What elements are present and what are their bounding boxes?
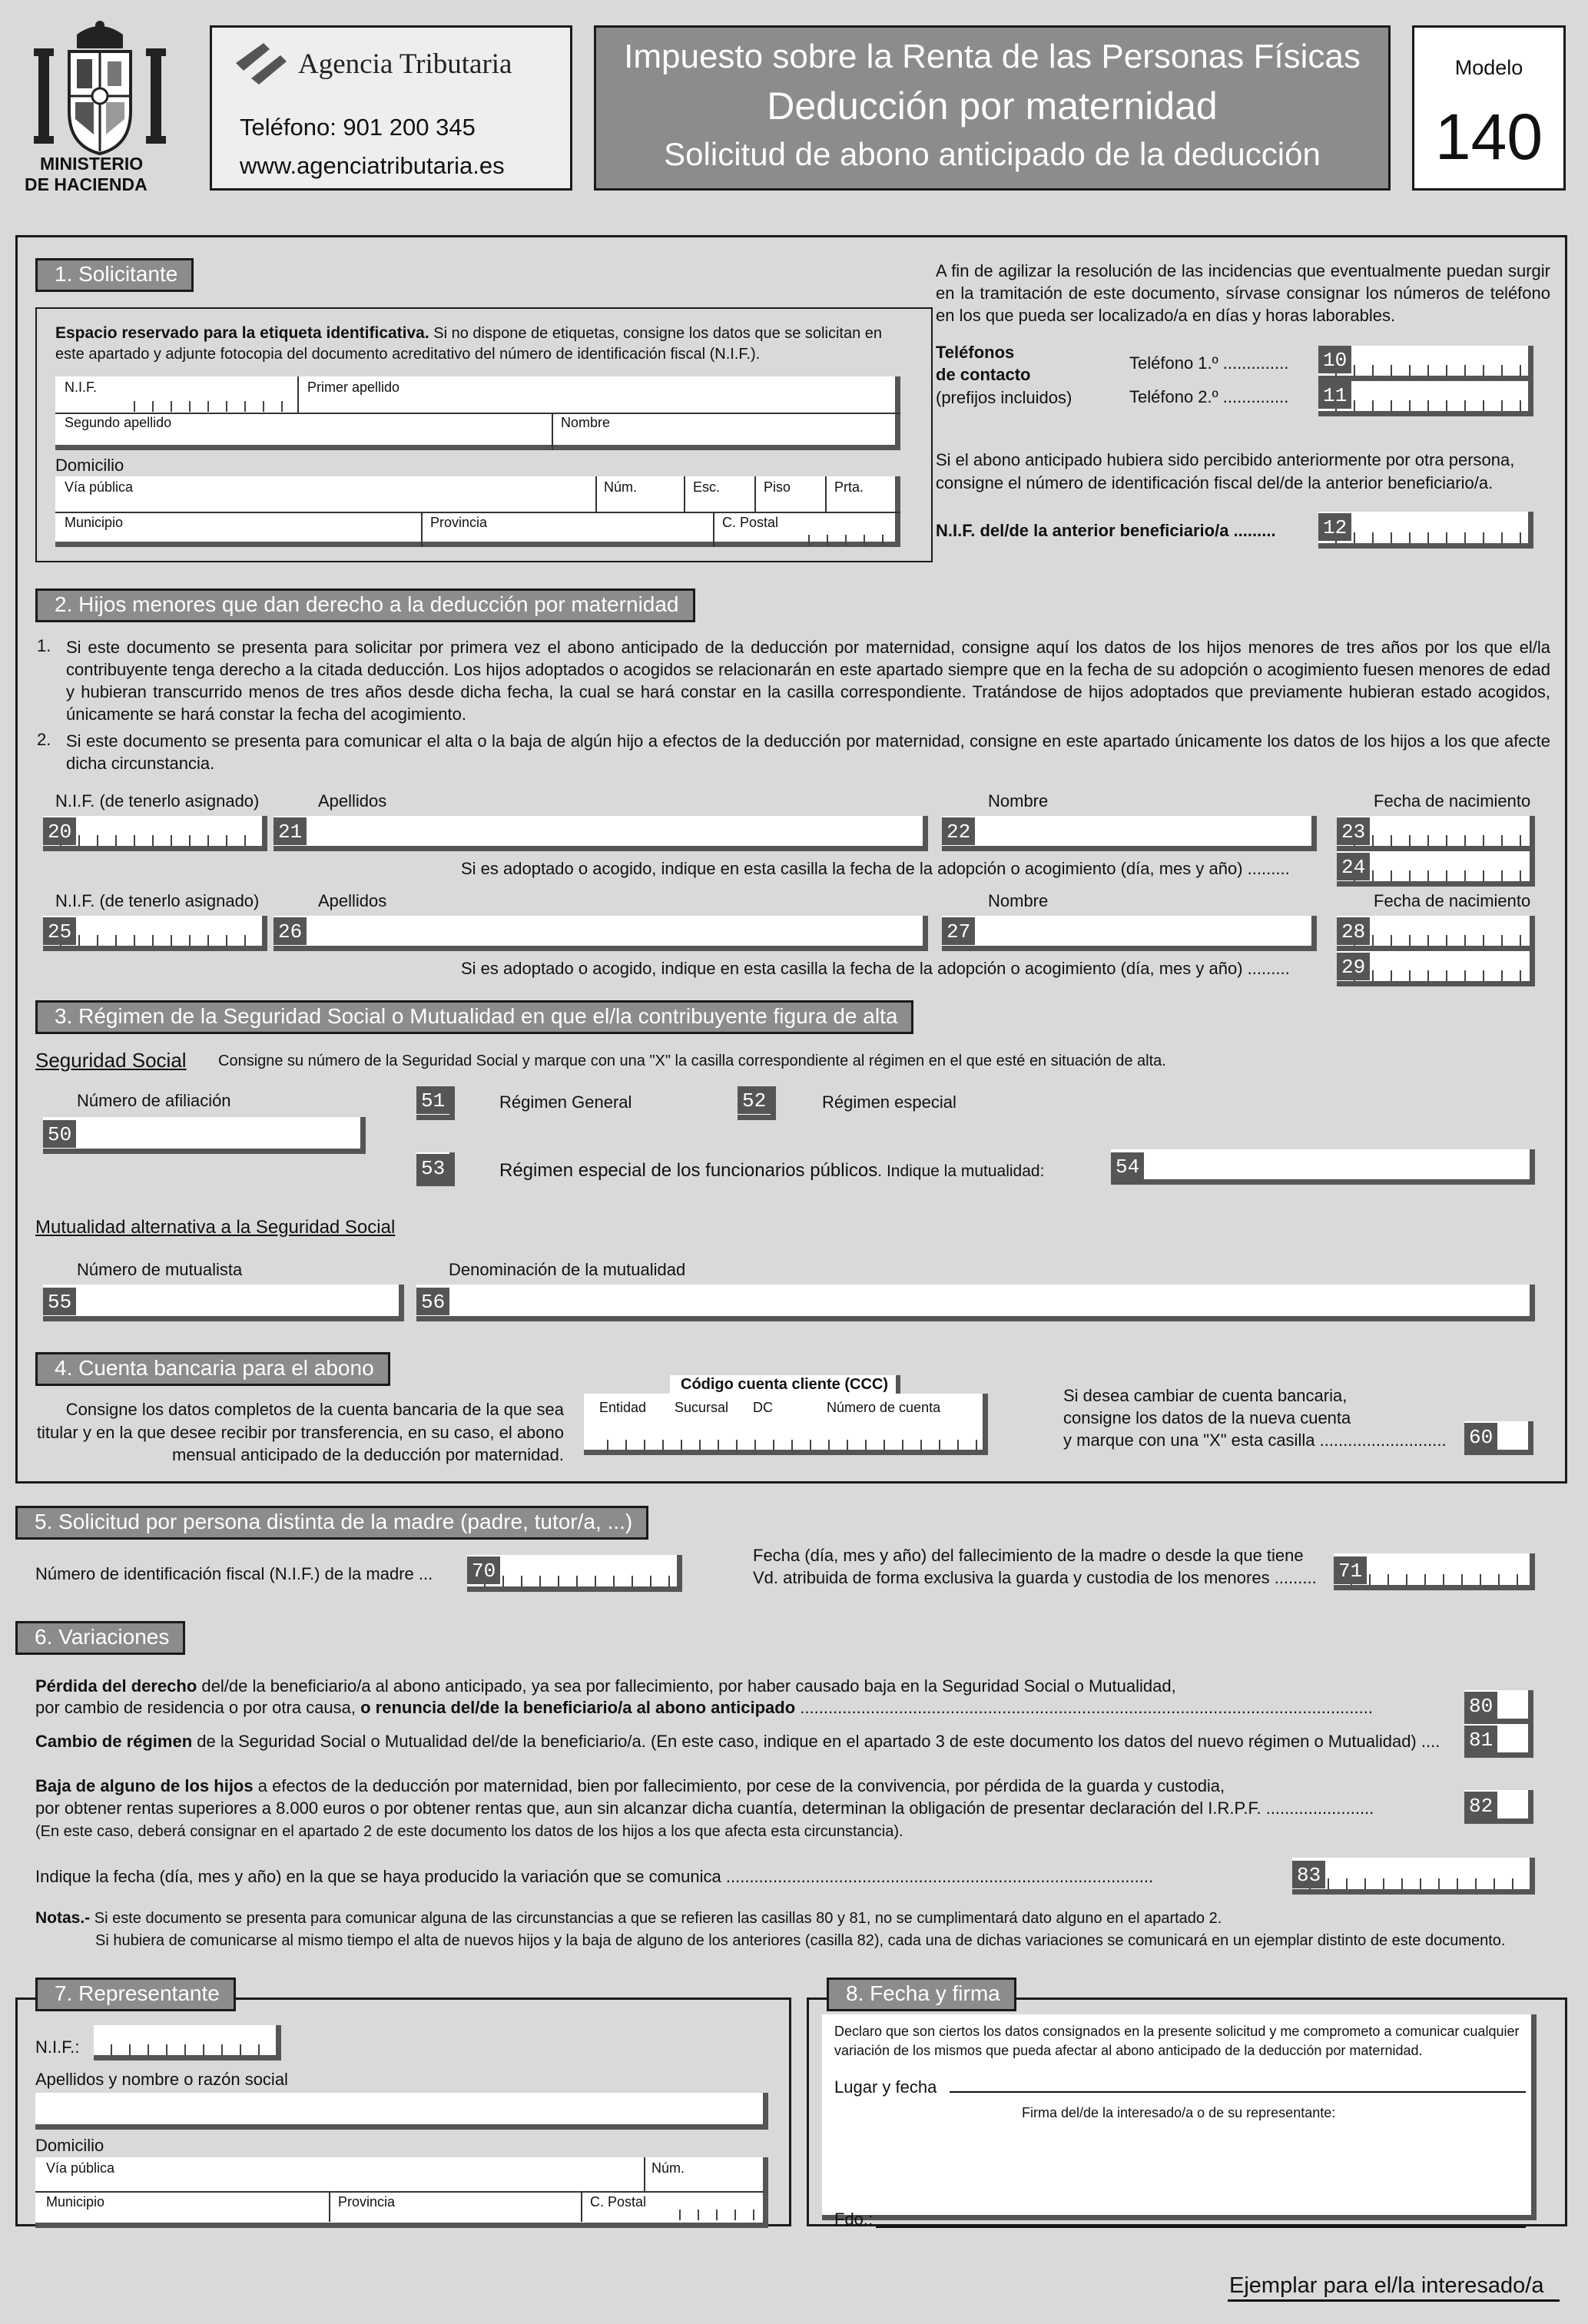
agency-web: www.agenciatributaria.es — [240, 152, 505, 179]
box-50: 50 — [43, 1120, 76, 1148]
box-22: 22 — [942, 817, 975, 845]
child2-nombre-input[interactable] — [942, 916, 1317, 951]
ccc-label: Código cuenta cliente (CCC) — [670, 1375, 900, 1394]
box-26: 26 — [274, 917, 307, 945]
child1-fecha-label: Fecha de nacimiento — [1374, 791, 1531, 811]
section2-heading: 2. Hijos menores que dan derecho a la deducción por maternidad — [35, 588, 695, 622]
previous-beneficiary-label: N.I.F. del/de la anterior beneficiario/a ......... — [936, 521, 1276, 540]
ss-text: Consigne su número de la Seguridad Social y marque con una "X" la casilla correspondiente al régimen en el que esté en situación de alta. — [218, 1053, 1166, 1069]
s1-cpostal-label: C. Postal — [722, 515, 779, 530]
agency-phone: Teléfono: 901 200 345 — [240, 114, 476, 141]
declaration-text: Declaro que son ciertos los datos consignados en la presente solicitud y me comprometo a comunicar cualquier variación de los mismos que pueda afectar al abono anticipado de la deducción por maternidad. — [834, 2024, 1520, 2059]
title-line1: Impuesto sobre la Renta de las Personas Físicas — [624, 38, 1361, 75]
baja-line2: por obtener rentas superiores a 8.000 euros o por obtener rentas que, aun sin alcanzar dicha cuantía, determinan la obligación de presentar declaración del I.R.P.F. ....................... — [35, 1799, 1374, 1818]
child1-adopt-text: Si es adoptado o acogido, indique en esta casilla la fecha de la adopción o acogimiento (día, mes y año) ......... — [461, 859, 1290, 878]
box-25: 25 — [43, 917, 76, 945]
lugar-fecha-line[interactable] — [950, 2091, 1526, 2093]
rep-domicilio-label: Domicilio — [35, 2136, 104, 2155]
box-80: 80 — [1464, 1692, 1497, 1719]
s2-p1-number: 1. — [37, 636, 51, 655]
s1-municipio-label: Municipio — [65, 515, 124, 530]
ccc-entidad: Entidad — [599, 1400, 647, 1415]
box-29: 29 — [1337, 953, 1370, 980]
child1-nif-label: N.I.F. (de tenerlo asignado) — [55, 791, 260, 811]
box-51: 51 — [416, 1086, 449, 1114]
s1-prta-label: Prta. — [834, 479, 864, 495]
box-56: 56 — [416, 1288, 449, 1315]
mother-nif-label: Número de identificación fiscal (N.I.F.) de la madre ... — [35, 1564, 433, 1583]
rep-apellidos-label: Apellidos y nombre o razón social — [35, 2070, 288, 2089]
child2-adopt-text: Si es adoptado o acogido, indique en esta casilla la fecha de la adopción o acogimiento (día, mes y año) ......... — [461, 959, 1290, 978]
title-line2: Deducción por maternidad — [767, 85, 1218, 128]
ccc-ticks — [590, 1435, 980, 1450]
agency-logo-icon — [233, 40, 291, 91]
box-83: 83 — [1292, 1861, 1325, 1888]
phone-label-2: de contacto — [936, 365, 1031, 384]
child2-nif-input[interactable] — [43, 916, 267, 951]
coat-of-arms-icon — [23, 19, 177, 165]
mutualidad-input[interactable] — [1111, 1149, 1535, 1185]
ccc-sucursal: Sucursal — [675, 1400, 729, 1415]
child1-apellidos-input[interactable] — [274, 816, 928, 851]
box-21: 21 — [274, 817, 307, 845]
modelo-label: Modelo — [1454, 56, 1523, 79]
s1-via-label: Vía pública — [65, 479, 134, 495]
s1-nif-input[interactable] — [117, 392, 293, 412]
box-12: 12 — [1318, 513, 1351, 541]
box-28: 28 — [1337, 917, 1370, 945]
phone2-label: Teléfono 2.º .............. — [1129, 387, 1289, 406]
mutualidad-alt-label: Mutualidad alternativa a la Seguridad Social — [35, 1217, 396, 1238]
child2-nombre-label: Nombre — [988, 891, 1049, 910]
change-account-3: y marque con una "X" esta casilla ........................... — [1063, 1431, 1447, 1450]
denominacion-input[interactable] — [416, 1285, 1535, 1321]
variation-date-input[interactable] — [1292, 1858, 1535, 1895]
box-82: 82 — [1464, 1792, 1497, 1819]
child2-nif-label: N.I.F. (de tenerlo asignado) — [55, 891, 260, 910]
denominacion-label: Denominación de la mutualidad — [449, 1260, 686, 1279]
child2-fecha-label: Fecha de nacimiento — [1374, 891, 1531, 910]
reserved-text: Espacio reservado para la etiqueta identificativa. Si no dispone de etiquetas, consigne los datos que se solicitan en este apartado y adjunte fotocopia del documento acreditativo del número de identificación fiscal (N.I.F.). — [55, 324, 882, 363]
modelo-number: 140 — [1434, 101, 1543, 173]
box-81: 81 — [1464, 1726, 1497, 1753]
rep-via-label: Vía pública — [46, 2160, 115, 2176]
box-53: 53 — [416, 1154, 449, 1182]
section4-heading: 4. Cuenta bancaria para el abono — [35, 1352, 390, 1386]
box-23: 23 — [1337, 817, 1370, 845]
phone1-label: Teléfono 1.º .............. — [1129, 353, 1289, 373]
s1-esc-label: Esc. — [693, 479, 721, 495]
regimen-general-label: Régimen General — [499, 1092, 632, 1112]
box-70: 70 — [467, 1557, 500, 1584]
box-10: 10 — [1318, 346, 1351, 373]
s1-num-label: Núm. — [604, 479, 638, 495]
baja-line1: Baja de alguno de los hijos a efectos de la deducción por maternidad, bien por fallecimiento, por cese de la convivencia, por pérdida de la guarda y custodia, — [35, 1776, 1225, 1795]
afiliacion-input[interactable] — [43, 1117, 366, 1154]
regimen-especial-label: Régimen especial — [822, 1092, 956, 1112]
section8-heading: 8. Fecha y firma — [827, 1978, 1016, 2011]
s1-piso-label: Piso — [764, 479, 791, 495]
bank-text: Consigne los datos completos de la cuenta bancaria de la que sea titular y en la que desee recibir por transferencia, en su caso, el abono mensual anticipado de la deducción por maternidad. — [36, 1400, 564, 1465]
s2-p1: Si este documento se presenta para solicitar por primera vez el abono anticipado de la deducción por maternidad, consigne aquí los datos de los hijos menores de tres años por los que el/la contribuyente tenga derecho a la citada deducción. Los hijos adoptados o acogidos se relacionarán en este apartado siempre que en la fecha de su adopción o acogimiento fuesen menores de edad y hubieran transcurrido menos de tres años desde dicha fecha, la cual se hará constar en la casilla correspondiente. Tratándose de hijos adoptados que previamente hubieran estado acogidos, únicamente se hará constar la fecha del acogimiento. — [66, 638, 1550, 724]
child1-nombre-label: Nombre — [988, 791, 1049, 811]
s1-primer-apellido-label: Primer apellido — [307, 380, 400, 395]
child1-nombre-input[interactable] — [942, 816, 1317, 851]
rep-nif-input[interactable] — [94, 2025, 281, 2060]
cambio-line: Cambio de régimen de la Seguridad Social o Mutualidad del/de la beneficiario/a. (En este caso, indique en el apartado 3 de este documento los datos del nuevo régimen o Mutualidad) .... — [35, 1732, 1440, 1751]
rep-municipio-label: Municipio — [46, 2194, 105, 2210]
s2-p2: Si este documento se presenta para comunicar el alta o la baja de algún hijo a efectos de la deducción por maternidad, consigne en este apartado únicamente los datos de los hijos a los que afecte dicha circunstancia. — [66, 731, 1550, 774]
s1-segundo-apellido-label: Segundo apellido — [65, 415, 172, 430]
box-20: 20 — [43, 817, 76, 845]
variation-date-label: Indique la fecha (día, mes y año) en la que se haya producido la variación que se comunica ........................................................................................... — [35, 1867, 1154, 1886]
box-24: 24 — [1337, 853, 1370, 880]
phone-label-3: (prefijos incluidos) — [936, 388, 1072, 407]
s1-domicilio-label: Domicilio — [55, 456, 124, 475]
rep-nif-label: N.I.F.: — [35, 2037, 80, 2057]
baja-line3: (En este caso, deberá consignar en el apartado 2 de este documento los datos de los hijos a los que afecta esta circunstancia). — [35, 1823, 903, 1840]
fdo-label: Fdo.: — [834, 2210, 874, 2229]
box-71: 71 — [1334, 1557, 1367, 1584]
child2-apellidos-input[interactable] — [274, 916, 928, 951]
ss-label: Seguridad Social — [35, 1049, 187, 1072]
copy-underline — [1228, 2299, 1560, 2302]
rep-provincia-label: Provincia — [338, 2194, 396, 2210]
box-54: 54 — [1111, 1152, 1144, 1180]
ccc-numero: Número de cuenta — [827, 1400, 941, 1415]
notas-line1: Notas.- Si este documento se presenta para comunicar alguna de las circunstancias a que se refieren las casillas 80 y 81, no se cumplimentará dato alguno en el apartado 2. — [35, 1909, 1222, 1927]
ccc-dc: DC — [753, 1400, 773, 1415]
rep-cpostal-ticks — [662, 2206, 761, 2220]
copy-label: Ejemplar para el/la interesado/a — [1229, 2273, 1544, 2298]
change-account-2: consigne los datos de la nueva cuenta — [1063, 1408, 1351, 1427]
s1-nif-label: N.I.F. — [65, 380, 98, 395]
fdo-line[interactable] — [876, 2226, 1526, 2228]
section5-heading: 5. Solicitud por persona distinta de la madre (padre, tutor/a, ...) — [15, 1506, 648, 1540]
mutualista-label: Número de mutualista — [77, 1260, 243, 1279]
s1-nombre-label: Nombre — [561, 415, 611, 430]
child1-apellidos-label: Apellidos — [318, 791, 387, 811]
section1-heading: 1. Solicitante — [35, 258, 194, 292]
funcionarios-label: Régimen especial de los funcionarios públicos. Indique la mutualidad: — [499, 1160, 1045, 1181]
custody-date-2: Vd. atribuida de forma exclusiva la guarda y custodia de los menores ......... — [753, 1568, 1317, 1587]
child1-nif-input[interactable] — [43, 816, 267, 851]
box-11: 11 — [1318, 381, 1351, 409]
s2-p2-number: 2. — [37, 730, 51, 749]
agency-name: Agencia Tributaria — [298, 48, 512, 80]
firma-label: Firma del/de la interesado/a o de su representante: — [1022, 2105, 1336, 2120]
section3-heading: 3. Régimen de la Seguridad Social o Mutualidad en que el/la contribuyente figura de alta — [35, 1000, 913, 1034]
ministry-name-1: MINISTERIO — [40, 154, 144, 174]
change-account-1: Si desea cambiar de cuenta bancaria, — [1063, 1386, 1348, 1405]
ministry-name-2: DE HACIENDA — [25, 174, 148, 194]
box-55: 55 — [43, 1288, 76, 1315]
phone-intro: A fin de agilizar la resolución de las incidencias que eventualmente puedan surgir en la tramitación de este documento, sírvase consignar los números de teléfono en los que pueda ser localizado/a en días y horas laborables. — [936, 261, 1550, 326]
section6-heading: 6. Variaciones — [15, 1621, 185, 1655]
box-27: 27 — [942, 917, 975, 945]
lugar-fecha-label: Lugar y fecha — [834, 2077, 937, 2097]
custody-date-1: Fecha (día, mes y año) del fallecimiento de la madre o desde la que tiene — [753, 1546, 1304, 1565]
title-line3: Solicitud de abono anticipado de la deducción — [664, 136, 1321, 172]
perdida-line1: Pérdida del derecho del/de la beneficiario/a al abono anticipado, ya sea por fallecimiento, por haber causado baja en la Seguridad Social o Mutualidad, — [35, 1676, 1176, 1696]
afiliacion-label: Número de afiliación — [77, 1091, 231, 1110]
previous-beneficiary-text: Si el abono anticipado hubiera sido percibido anteriormente por otra persona, consigne el número de identificación fiscal del/de la anterior beneficiario/a. — [936, 450, 1515, 492]
notas-line2: Si hubiera de comunicarse al mismo tiempo el alta de nuevos hijos y la baja de alguno de los anteriores (casilla 82), cada una de dichas variaciones se comunicará en un ejemplar distinto de este documento. — [95, 1932, 1506, 1949]
rep-apellidos-input[interactable] — [35, 2093, 768, 2130]
s1-cpostal-input[interactable] — [791, 527, 897, 545]
box-52: 52 — [738, 1086, 771, 1114]
rep-num-label: Núm. — [651, 2160, 685, 2176]
phone-label-1: Teléfonos — [936, 343, 1015, 362]
rep-cpostal-label: C. Postal — [590, 2194, 647, 2210]
s1-provincia-label: Provincia — [430, 515, 488, 530]
child2-apellidos-label: Apellidos — [318, 891, 387, 910]
section7-heading: 7. Representante — [35, 1978, 236, 2011]
perdida-line2: por cambio de residencia o por otra causa, o renuncia del/de la beneficiario/a al abono anticipado .......................................................................................................................... — [35, 1698, 1373, 1717]
mutualista-input[interactable] — [43, 1285, 404, 1321]
box-60: 60 — [1464, 1423, 1497, 1450]
